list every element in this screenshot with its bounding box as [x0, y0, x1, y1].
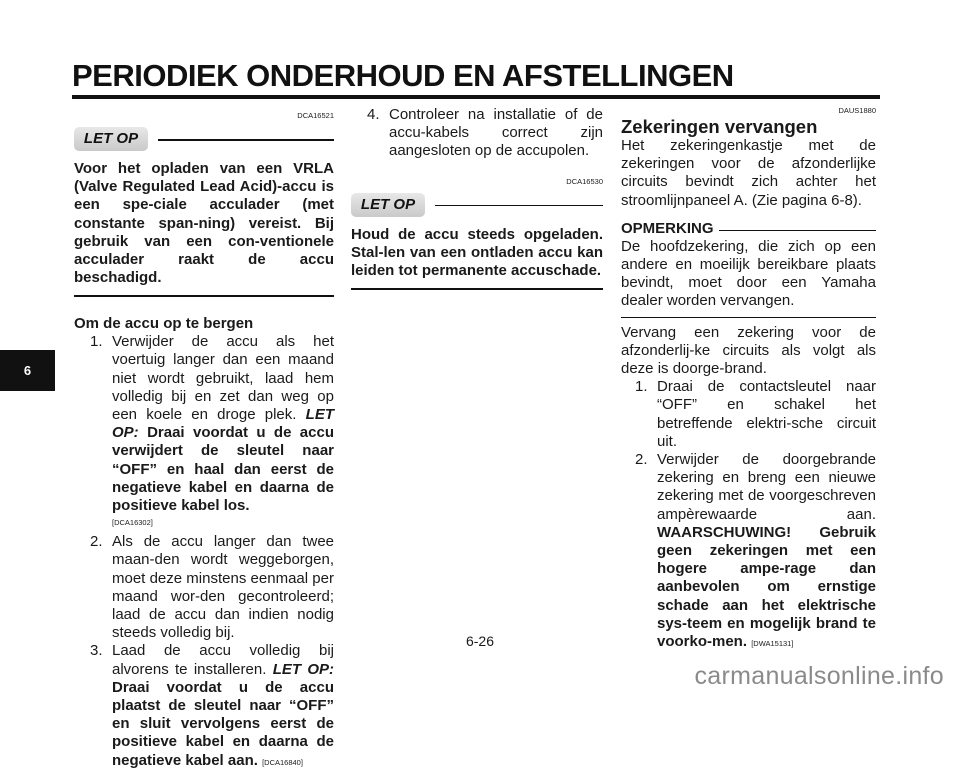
- step-text: Verwijder de accu als het voertuig langer dan een maand niet wordt gebruikt, laad hem volledig bij en zet dan weg op een koele en droge plek.: [112, 333, 334, 423]
- caution-badge: LET OP: [74, 127, 148, 151]
- note-label: OPMERKING: [621, 219, 714, 237]
- step-text: Verwijder de doorgebrande zekering en breng een nieuwe zekering met de voorgeschreven ampèrewaarde aan.: [657, 451, 876, 523]
- list-item: [90, 642, 334, 771]
- caution-badge: LET OP: [351, 193, 425, 217]
- caution-inline-text: Draai voordat u de accu verwijdert de sleutel naar “OFF” en haal dan eerst de negatieve kabel en daarna de positieve kabel los.: [112, 424, 334, 514]
- step-text: Controleer na installatie of de accu-kabels correct zijn aangesloten op de accupolen.: [389, 106, 603, 160]
- note-end-rule: [621, 317, 876, 318]
- step-text: Laad de accu volledig bij alvorens te installeren.: [112, 642, 334, 678]
- caution-rule: [158, 139, 334, 141]
- page-header-title: PERIODIEK ONDERHOUD EN AFSTELLINGEN: [72, 58, 734, 93]
- caution-inline-label: LET OP:: [272, 660, 334, 678]
- caution-header: [74, 127, 334, 153]
- reference-code: DCA16530: [566, 176, 603, 186]
- warning-inline-text: WAARSCHUWING! Gebruik geen zekeringen met een hogere ampe-rage dan aanbevolen om ernstige schade aan het elektrische sys-teem en mogelijk brand te voorko-men.: [657, 523, 876, 651]
- step-number: 1.: [635, 378, 648, 396]
- reference-code: [DWA15131]: [751, 639, 794, 649]
- step-body: [657, 451, 876, 653]
- step-number: 3.: [90, 642, 103, 660]
- page-number: 6-26: [465, 633, 495, 649]
- caution-text: Houd de accu steeds opgeladen. Stal-len van een ontladen accu kan leiden tot permanente accuschade.: [351, 225, 603, 280]
- step-text: Als de accu langer dan twee maan-den wordt weggeborgen, moet deze minstens eenmaal per maand wor-den gecontroleerd; laad de accu dan indien nodig steeds volledig bij.: [112, 533, 334, 642]
- note-rule: [719, 230, 876, 231]
- list-item: [90, 533, 334, 642]
- step-text: Draai de contactsleutel naar “OFF” en schakel het betreffende elektri-sche circuit uit.: [657, 378, 876, 450]
- step-number: 2.: [90, 533, 103, 551]
- caution-inline-text: Draai voordat u de accu plaatst de sleutel naar “OFF” en sluit vervolgens eerst de positieve kabel en daarna de negatieve kabel aan.: [112, 678, 334, 769]
- step-number: 2.: [635, 451, 648, 469]
- caution-header: [351, 193, 603, 219]
- caution-text: Voor het opladen van een VRLA (Valve Regulated Lead Acid)-accu is een spe-ciale acculader (met constante span-ning) vereist. Bij gebruik van een con-ventionele acculader raakt de accu beschadigd.: [74, 160, 334, 287]
- section-title: Zekeringen vervangen: [621, 116, 818, 137]
- reference-code: DCA16521: [297, 111, 334, 120]
- caution-rule: [435, 205, 603, 207]
- note-header: [621, 220, 876, 238]
- caution-inline-label: LET OP:: [112, 405, 335, 442]
- step-body: [112, 642, 334, 771]
- list-item: [90, 333, 334, 533]
- column-right: [621, 106, 876, 653]
- chapter-tab: [0, 350, 55, 391]
- caution-end-rule: [74, 295, 334, 297]
- step-body: [112, 333, 334, 533]
- column-left: [74, 111, 334, 772]
- intro-paragraph: Het zekeringenkastje met de zekeringen voor de afzonderlijke circuits bevindt zich achter het stroomlijnpaneel A. (Zie pagina 6-8).: [621, 137, 876, 209]
- column-middle: [351, 106, 603, 290]
- note-text: De hoofdzekering, die zich op een andere en moeilijk bereikbare plaats bevindt, moet door een Yamaha dealer worden vervangen.: [621, 237, 876, 310]
- list-item: [635, 378, 876, 451]
- list-item: [367, 106, 603, 161]
- list-item: [635, 451, 876, 653]
- reference-code: [DCA16840]: [262, 757, 303, 767]
- watermark: carmanualsonline.info: [694, 662, 944, 690]
- chapter-number: 6: [23, 363, 32, 378]
- caution-end-rule: [351, 288, 603, 290]
- step-number: 4.: [367, 106, 380, 123]
- subheading-storage: Om de accu op te bergen: [74, 314, 254, 332]
- reference-code: DAUS1880: [838, 106, 876, 115]
- reference-code: [DCA16302]: [112, 518, 153, 528]
- replace-intro: Vervang een zekering voor de afzonderlij-ke circuits als volgt als deze is doorge-brand.: [621, 323, 876, 378]
- step-number: 1.: [90, 333, 103, 351]
- header-rule: [72, 95, 880, 99]
